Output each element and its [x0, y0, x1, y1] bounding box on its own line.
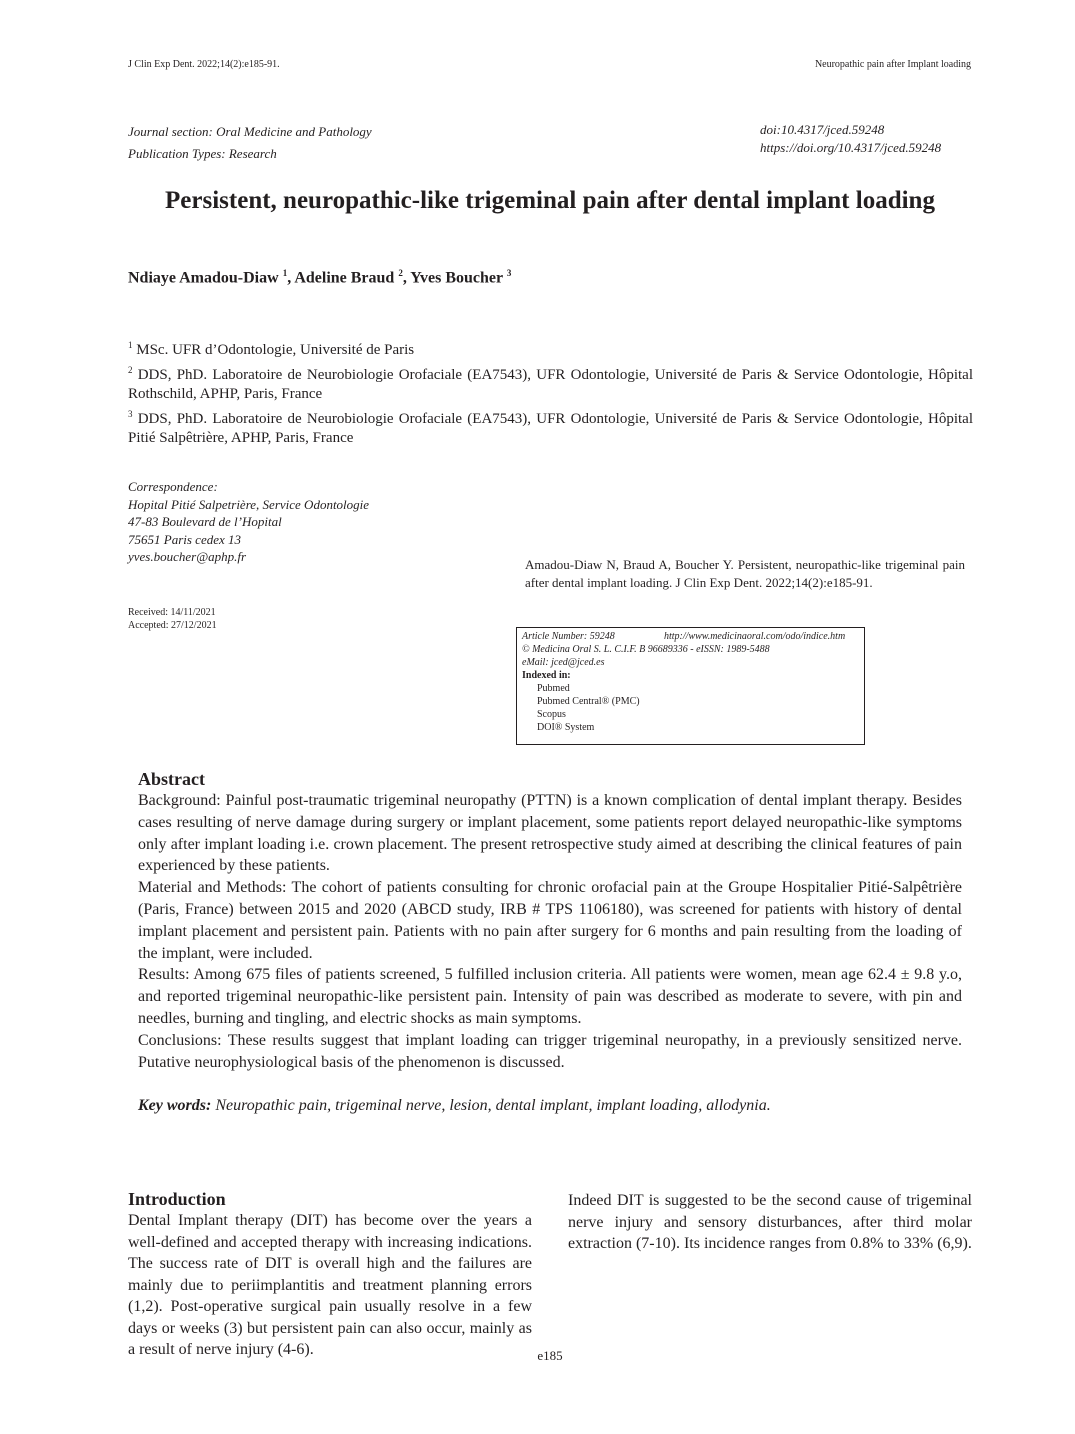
affiliation-item: $^3$ DDS, PhD. Laboratoire de Neurobiologie Orofaciale (EA7543), UFR Odontologie, Université de Paris & Service Odontologie, Hôpital Pitié Salpêtrière, APHP, Paris, France [128, 408, 973, 446]
abstract-paragraph: Material and Methods: The cohort of patients consulting for chronic orofacial pain at the Groupe Hospitalier Pitié-Salpêtrière (Paris, France) between 2015 and 2020 (ABCD study, IRB # TPS 1106180), was screened for patients with history of dental implant placement and persistent pain. Patients with no pain after surgery for 6 months and pain resulting from the loading of the implant, were included. [138, 879, 962, 962]
index-item: DOI® System [537, 722, 595, 733]
accepted-date: Accepted: 27/12/2021 [128, 620, 217, 631]
correspondence-block [128, 478, 369, 566]
author-list: Ndiaye Amadou-Diaw $^1$, Adeline Braud $^2$, Yves Boucher $^3$ [128, 268, 512, 287]
introduction-column-left [128, 1188, 532, 1361]
index-item: Scopus [537, 709, 566, 720]
received-date: Received: 14/11/2021 [128, 607, 216, 618]
journal-section: Journal section: Oral Medicine and Pathology [128, 124, 372, 139]
info-box-header-row [522, 630, 864, 643]
author-name: Ndiaye Amadou-Diaw [128, 269, 283, 287]
journal-url[interactable]: http://www.medicinaoral.com/odo/indice.htm [664, 631, 846, 642]
affiliation-item: $^2$ DDS, PhD. Laboratoire de Neurobiologie Orofaciale (EA7543), UFR Odontologie, Université de Paris & Service Odontologie, Hôpital Rothschild, APHP, Paris, France [128, 364, 973, 402]
abstract-paragraph: Background: Painful post-traumatic trigeminal neuropathy (PTTN) is a known complication of dental implant therapy. Besides cases resulting of nerve damage during surgery or implant placement, some patients report delayed neuropathic-like symptoms only after implant loading i.e. crown placement. The present retrospective study aimed at describing the clinical features of pain experienced by these patients. [138, 792, 962, 875]
indexed-label: Indexed in: [522, 670, 571, 681]
doi: doi:10.4317/jced.59248 [760, 122, 885, 137]
doi-link[interactable]: https://doi.org/10.4317/jced.59248 [760, 140, 942, 155]
article-number: Article Number: 59248 [522, 631, 615, 642]
correspondence-line: Hopital Pitié Salpetrière, Service Odontologie [128, 496, 370, 512]
correspondence-label: Correspondence: [128, 479, 218, 494]
abstract-paragraph: Results: Among 675 files of patients screened, 5 fulfilled inclusion criteria. All patients were women, mean age 62.4 ± 9.8 y.o, and reported trigeminal neuropathic-like persistent pain. Intensity of pain was described as moderate to severe, with pin and needles, burning and tingling, and electric shocks as main symptoms. [138, 966, 962, 1027]
introduction-heading: Introduction [128, 1189, 226, 1209]
article-title: Persistent, neuropathic-like trigeminal pain after dental implant loading [165, 187, 935, 214]
article-doi-block [760, 121, 941, 157]
citation: Amadou-Diaw N, Braud A, Boucher Y. Persistent, neuropathic-like trigeminal pain after dental implant loading. J Clin Exp Dent. 2022;14(2):e185-91. [525, 557, 965, 590]
introduction-paragraph: Dental Implant therapy (DIT) has become over the years a well-defined and accepted therapy with increasing indications. The success rate of DIT is overall high and the failures are mainly due to periimplantitis and treatment planning errors (1,2). Post-operative surgical pain usually resolve in a few days or weeks (3) but persistent pain can also occur, mainly as a result of nerve injury (4-6). [128, 1212, 532, 1358]
article-dates [128, 606, 217, 632]
abstract-section [138, 768, 962, 1073]
introduction-paragraph: Indeed DIT is suggested to be the second cause of trigeminal nerve injury and sensory disturbances, after third molar extraction (7-10). Its incidence ranges from 0.8% to 33% (6,9). [568, 1192, 972, 1252]
running-header-left: J Clin Exp Dent. 2022;14(2):e185-91. [128, 59, 280, 70]
article-info-box [516, 627, 865, 745]
author-affiliation-mark: 2 [398, 268, 403, 278]
abstract-paragraph: Conclusions: These results suggest that implant loading can trigger trigeminal neuropathy, in a previously sensitized nerve. Putative neurophysiological basis of the phenomenon is discussed. [138, 1031, 962, 1071]
author-affiliation-mark: 1 [282, 268, 288, 278]
running-header-right: Neuropathic pain after Implant loading [814, 59, 971, 70]
journal-email[interactable]: eMail: jced@jced.es [522, 657, 605, 668]
introduction-column-right [568, 1190, 972, 1255]
keywords-text: Neuropathic pain, trigeminal nerve, lesion, dental implant, implant loading, allodynia. [211, 1097, 771, 1114]
author-name: Yves Boucher [410, 269, 507, 287]
publication-type: Publication Types: Research [128, 146, 277, 161]
index-item: Pubmed Central® (PMC) [537, 696, 640, 707]
article-meta-left [128, 121, 372, 165]
affiliations [128, 336, 973, 449]
author-affiliation-mark: 3 [506, 268, 512, 278]
author-name: Adeline Braud [294, 269, 399, 287]
index-item: Pubmed [537, 683, 570, 694]
correspondence-email[interactable]: yves.boucher@aphp.fr [128, 549, 247, 564]
keywords [138, 1097, 771, 1115]
correspondence-line: 75651 Paris cedex 13 [128, 531, 242, 547]
page-number: e185 [537, 1348, 563, 1363]
correspondence-line: 47-83 Boulevard de l’Hopital [128, 514, 282, 529]
affiliation-item: $^1$ MSc. UFR d’Odontologie, Université de Paris [128, 340, 415, 358]
keywords-label: Key words: [138, 1097, 212, 1114]
copyright: © Medicina Oral S. L. C.I.F. B 96689336 - eISSN: 1989-5488 [522, 644, 770, 655]
abstract-heading: Abstract [138, 769, 205, 789]
